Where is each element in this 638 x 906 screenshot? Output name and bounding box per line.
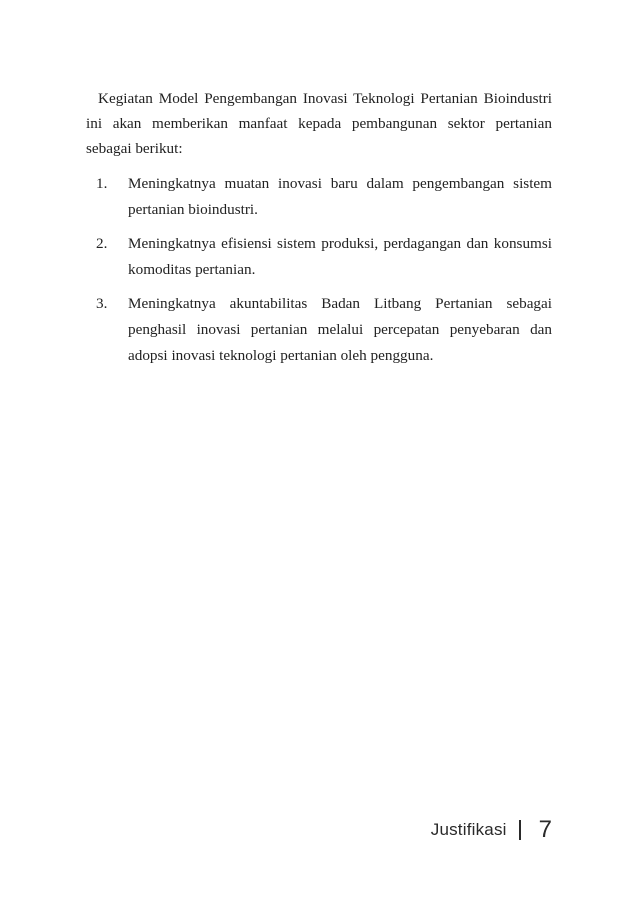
list-item-number: 2. — [96, 235, 108, 252]
footer-section-title: Justifikasi — [430, 820, 507, 839]
intro-paragraph: Kegiatan Model Pengembangan Inovasi Teknologi Pertanian Bioindustri ini akan memberikan manfaat kepada pembangunan sektor pertanian sebagai berikut: — [86, 90, 552, 157]
list-item-text: Meningkatnya muatan inovasi baru dalam pengembangan sistem pertanian bioindustri. — [128, 175, 552, 218]
list-item-text: Meningkatnya akuntabilitas Badan Litbang Pertanian sebagai penghasil inovasi pertanian melalui percepatan penyebaran dan adopsi inovasi teknologi pertanian oleh pengguna. — [128, 295, 552, 364]
list-item-number: 1. — [96, 175, 108, 192]
list-item — [86, 291, 552, 369]
list-item-text: Meningkatnya efisiensi sistem produksi, perdagangan dan konsumsi komoditas pertanian. — [128, 235, 552, 278]
list-item-number: 3. — [96, 295, 108, 312]
benefit-list — [86, 171, 552, 369]
page-body — [86, 86, 552, 377]
page-number: 7 — [538, 816, 552, 843]
footer-divider — [519, 820, 521, 840]
list-item — [86, 231, 552, 283]
list-item — [86, 171, 552, 223]
page-footer — [380, 810, 560, 850]
